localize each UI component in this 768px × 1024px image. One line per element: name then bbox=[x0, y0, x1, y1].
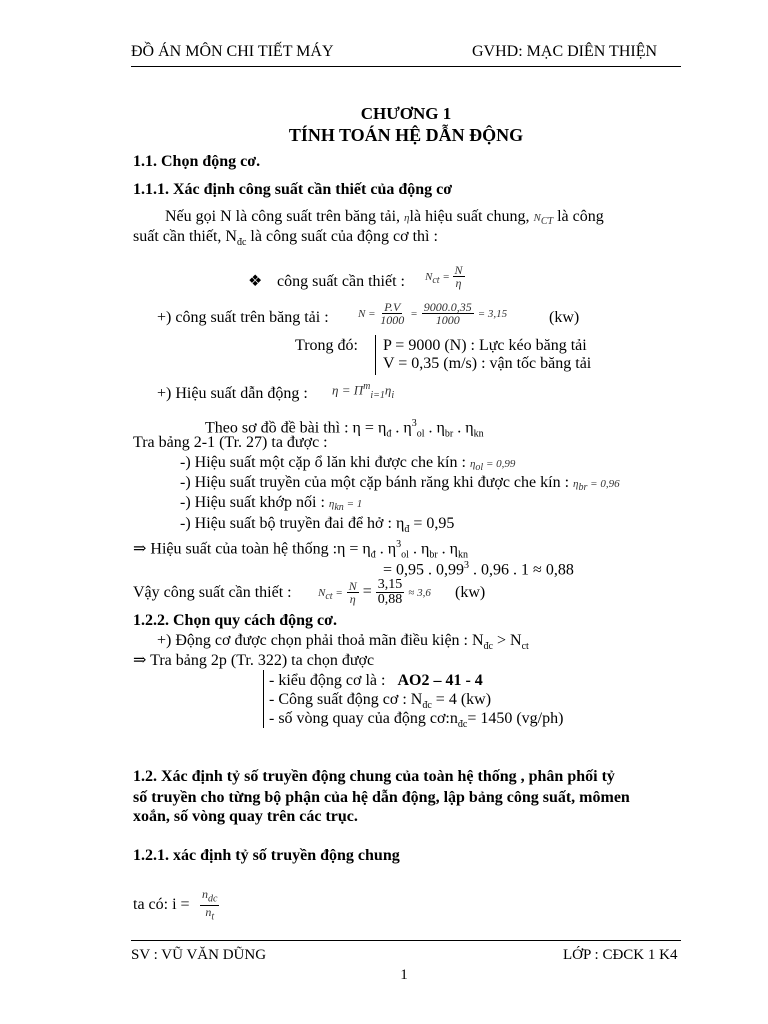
footer-rule bbox=[131, 940, 681, 941]
total-efficiency: ⇒ Hiệu suất của toàn hệ thống :η = $\eta_đ$ . $\eta^3_{ol}$ . $\eta_{br}$ . $\eta_{kn}$ bbox=[133, 539, 469, 561]
section-1-2-1: 1.2.1. xác định tỷ số truyền động chung bbox=[133, 847, 400, 864]
section-1-2-line-2: số truyền cho từng bộ phận của hệ dẫn động, lập bảng công suất, mômen bbox=[133, 789, 630, 806]
section-1-1: 1.1. Chọn động cơ. bbox=[133, 153, 261, 170]
where-label: Trong đó: bbox=[295, 337, 358, 354]
intro-line-1: Nếu gọi N là công suất trên băng tải, ηlà hiệu suất chung, $N_{CT}$ là công bbox=[165, 208, 604, 228]
conveyor-power-formula: N = $\frac{P.V}{1000}$ = $\frac{9000.0,35}{1000}$ = 3,15 bbox=[358, 300, 508, 327]
ratio-text: ta có: i = bbox=[133, 896, 190, 913]
result-formula: $N_{ct}$ = $\frac{N}{\eta}$ = $\frac{3,15}{0,88}$ ≈ 3,6 bbox=[318, 577, 431, 607]
motor-speed: - số vòng quay của động $cơ:n_{đc}= 1450$ (vg/ph) bbox=[269, 710, 564, 731]
result-unit: (kw) bbox=[455, 584, 486, 601]
header-right: GVHD: MẠC DIÊN THIỆN bbox=[472, 43, 658, 60]
drive-efficiency-formula: $\eta = \Pi^m_{i=1}\eta_i$ bbox=[332, 381, 395, 401]
section-1-1-1: 1.1.1. Xác định công suất cần thiết của động cơ bbox=[133, 181, 453, 198]
motor-brace bbox=[263, 670, 264, 728]
motor-power: - Công suất động cơ : $N_{đc} = 4$ (kw) bbox=[269, 691, 492, 712]
total-efficiency-value: = 0,95 . 0,99$^3$ . 0,96 . 1 ≈ 0,88 bbox=[383, 560, 574, 579]
footer-right: LỚP : CĐCK 1 K4 bbox=[563, 947, 678, 963]
bullet-text: công suất cần thiết : bbox=[277, 273, 405, 290]
condition-line: +) Động cơ được chọn phải thoả mãn điều kiện : $N_{đc} > N_{ct}$ bbox=[157, 632, 529, 653]
motor-type: - kiểu động cơ là : AO2 – 41 - 4 bbox=[269, 672, 483, 689]
conveyor-power-unit: (kw) bbox=[549, 309, 580, 326]
efficiency-bearing: -) Hiệu suất một cặp ổ lăn khi được che kín : $\eta_{ol} = 0,99$ bbox=[180, 454, 516, 474]
section-1-2-2: 1.2.2. Chọn quy cách động cơ. bbox=[133, 612, 338, 629]
required-power-formula: $N_{ct}$ = $\frac{N}{\eta}$ bbox=[425, 263, 463, 290]
ratio-formula: $\frac{n_{dc}}{n_t}$ bbox=[202, 887, 218, 923]
page-number: 1 bbox=[400, 967, 408, 983]
where-brace bbox=[375, 335, 376, 375]
intro-line-2: suất cần thiết, $N_{đc}$ là công suất của động cơ thì : bbox=[133, 228, 438, 249]
section-1-2-line-1: 1.2. Xác định tỷ số truyền động chung của toàn hệ thống , phân phối tỷ bbox=[133, 768, 615, 785]
force-definition: P = 9000 (N) : Lực kéo băng tải bbox=[383, 337, 587, 354]
table-reference: Tra bảng 2-1 (Tr. 27) ta được : bbox=[133, 434, 328, 451]
footer-left: SV : VŨ VĂN DŨNG bbox=[131, 947, 267, 963]
chapter-title: TÍNH TOÁN HỆ DẪN ĐỘNG bbox=[288, 125, 524, 145]
bullet-symbol: ❖ bbox=[248, 273, 263, 290]
header-rule bbox=[131, 66, 681, 67]
efficiency-gear: -) Hiệu suất truyền của một cặp bánh răng khi được che kín : $\eta_{br} = 0,96$ bbox=[180, 474, 620, 494]
chapter-number: CHƯƠNG 1 bbox=[360, 104, 452, 123]
header-left: ĐỒ ÁN MÔN CHI TIẾT MÁY bbox=[131, 43, 334, 60]
table2p-line: ⇒ Tra bảng 2p (Tr. 322) ta chọn được bbox=[133, 652, 375, 669]
result-text: Vậy công suất cần thiết : bbox=[133, 584, 292, 601]
scheme-formula: Theo sơ đồ đề bài thì : $\eta = \eta_đ$ . $\eta^3_{ol}$ . $\eta_{br}$ . $\eta_{kn}$ bbox=[205, 418, 484, 440]
conveyor-power-text: +) công suất trên băng tải : bbox=[157, 309, 329, 326]
section-1-2-line-3: xoắn, số vòng quay trên các trục. bbox=[133, 808, 358, 825]
efficiency-belt: -) Hiệu suất bộ truyền đai để hở : $\eta_đ = 0,95$ bbox=[180, 515, 455, 536]
drive-efficiency-text: +) Hiệu suất dẫn động : bbox=[157, 385, 308, 402]
velocity-definition: V = 0,35 (m/s) : vận tốc băng tải bbox=[383, 355, 592, 372]
efficiency-coupling: -) Hiệu suất khớp nối : $\eta_{kn} = 1$ bbox=[180, 494, 363, 514]
